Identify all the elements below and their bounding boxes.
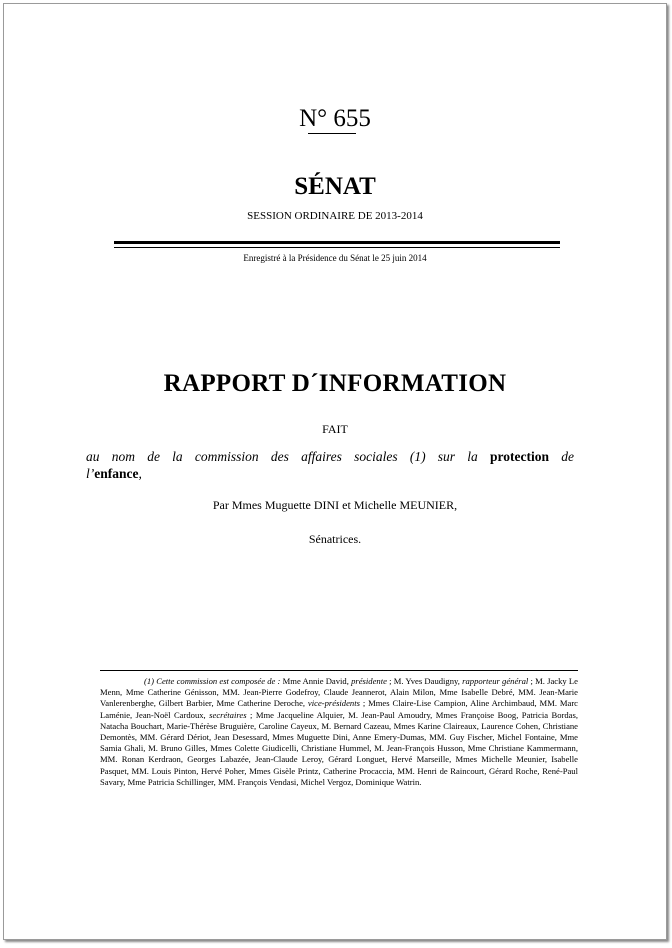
footnote-role: vice-présidents xyxy=(307,698,360,709)
footnote-commission-members xyxy=(100,676,578,788)
registration-date: Enregistré à la Présidence du Sénat le 25 juin 2014 xyxy=(243,253,427,263)
header-rule-thin xyxy=(114,247,560,248)
document-number: N° 655 xyxy=(299,105,371,132)
authors: Par Mmes Muguette DINI et Michelle MEUNIER, xyxy=(212,498,458,512)
footnote-role: rapporteur général xyxy=(462,676,529,686)
footnote-rule xyxy=(100,670,578,671)
made-label: FAIT xyxy=(322,422,348,436)
session-label: SESSION ORDINAIRE DE 2013-2014 xyxy=(247,210,423,222)
subject-text-3: l’ xyxy=(86,466,95,481)
footnote-role: présidente xyxy=(351,676,387,686)
document-page xyxy=(3,3,667,940)
footnote-text: ; M. Yves Daudigny, xyxy=(386,676,463,686)
subject-keyword-protection: protection xyxy=(490,449,550,464)
subject-text-2: de xyxy=(561,449,575,464)
footnote-text: ; Mme Jacqueline Alquier, M. Jean-Paul Amoudry, Mmes Françoise Boog, Patricia Bordas, Natacha Bouchart, Marie-Thérèse Bruguière, Caroline Cayeux, M. Bernard Cazeau, Mmes Karine Claireaux, Laurence Cohen, Christiane Demontès, MM. Gérard Dériot, Jean Desessard, Mmes Muguette Dini, Anne Emery-Dumas, MM. Guy Fischer, Michel Fontaine, Mme Samia Ghali, M. Bruno Gilles, Mmes Colette Giudicelli, Christiane Hummel, M. Jean-François Husson, Mme Christiane Kammermann, MM. Ronan Kerdraon, Georges Labazée, Jean-Claude Leroy, Gérard Longuet, Hervé Marseille, Mmes Michelle Meunier, Isabelle Pasquet, MM. Louis Pinton, Hervé Poher, Mmes Gisèle Printz, Catherine Procaccia, MM. Henri de Raincourt, Gérard Roche, René-Paul Savary, Mme Patricia Schillinger, MM. François Vendasi, Michel Vergoz, Dominique Watrin. xyxy=(100,709,578,787)
footnote-intro: (1) Cette commission est composée de : xyxy=(144,676,281,686)
subject-text-1: au nom de la commission des affaires sociales (1) sur la xyxy=(86,449,478,464)
footnote-text: ; Mmes Claire-Lise Campion, Aline Archimbaud, MM. Marc Laménie, Jean-Noël Cardoux, xyxy=(100,698,578,720)
header-rule-thick xyxy=(114,241,560,244)
subject-text-4: , xyxy=(138,466,142,481)
report-subject-line1 xyxy=(86,448,574,465)
footnote-role: secrétaires xyxy=(209,709,247,720)
subject-keyword-enfance: enfance xyxy=(94,466,139,481)
report-subject-line2 xyxy=(86,465,574,482)
number-underline xyxy=(308,133,356,134)
authors-title: Sénatrices. xyxy=(308,532,362,546)
report-title: RAPPORT D´INFORMATION xyxy=(163,370,507,397)
chamber-name: SÉNAT xyxy=(294,173,376,200)
footnote-text: ; M. Jacky Le Menn, Mme Catherine Génisson, MM. Jean-Pierre Godefroy, Claude Jeannerot, Alain Milon, Mme Isabelle Debré, MM. Jean-Marie Vanlerenberghe, Gilbert Barbier, Mme Catherine Deroche, xyxy=(100,676,578,709)
footnote-text: Mme Annie David, xyxy=(280,676,352,686)
